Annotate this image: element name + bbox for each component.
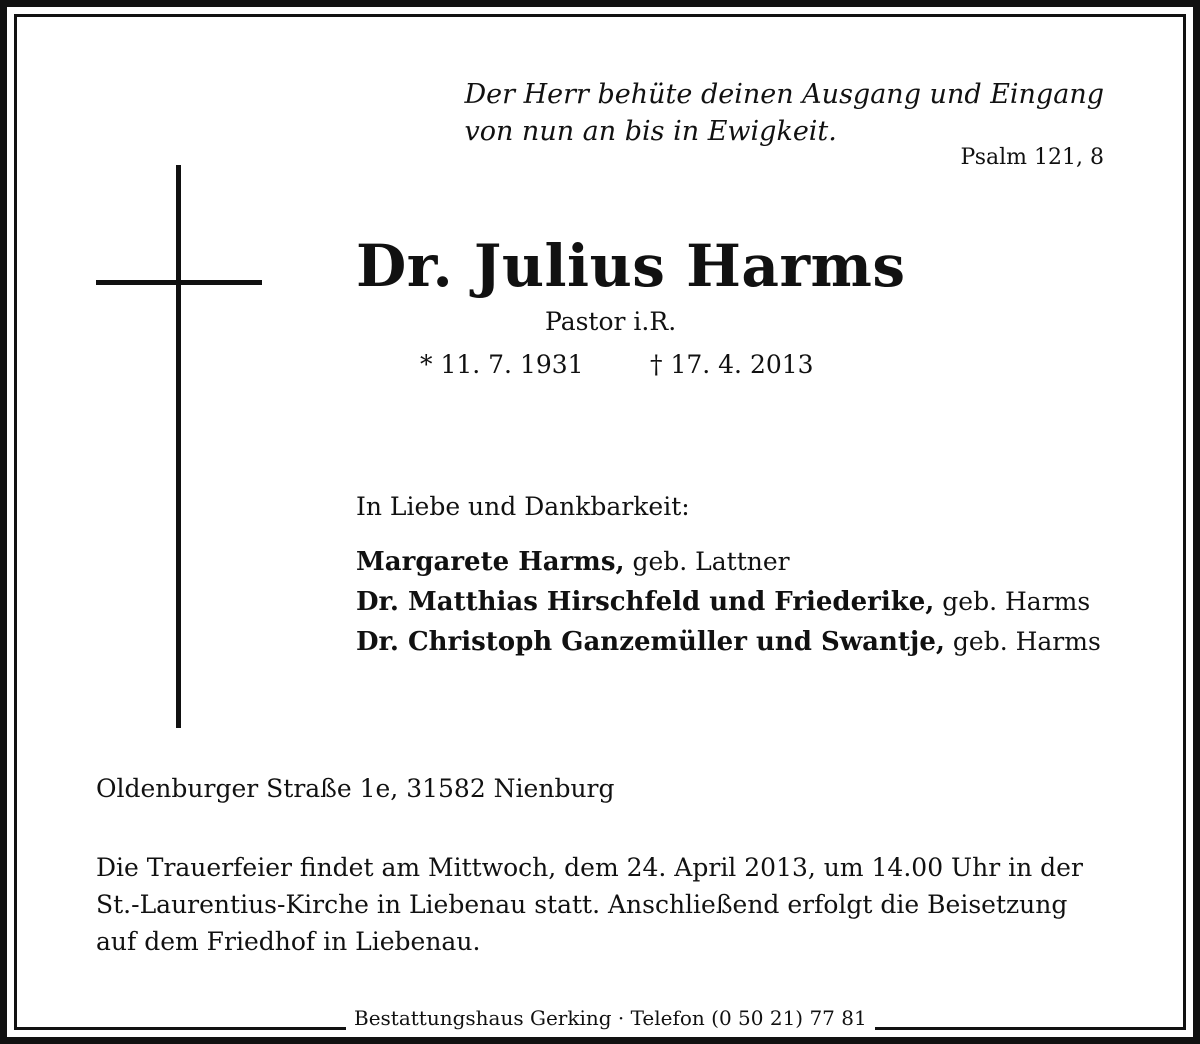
mourner-name: Margarete Harms, [356,547,625,577]
death-date: † 17. 4. 2013 [650,350,814,379]
mourner-name: Dr. Matthias Hirschfeld und Friederike, [356,587,935,617]
mourner-note: geb. Harms [952,627,1101,656]
ceremony-line-2: St.-Laurentius-Kirche in Liebenau statt. Anschließend erfolgt die Beisetzung [96,890,1068,919]
deceased-title: Pastor i.R. [545,307,677,336]
ceremony-line-1: Die Trauerfeier findet am Mittwoch, dem 24. April 2013, um 14.00 Uhr in der [96,853,1083,882]
mourner-item [356,542,1101,582]
birth-date: * 11. 7. 1931 [420,350,584,379]
mourner-note: geb. Harms [942,587,1091,616]
mourner-item [356,622,1101,662]
verse-line-2: von nun an bis in Ewigkeit. [464,116,837,147]
mourner-item [356,582,1101,622]
deceased-name: Dr. Julius Harms [356,232,906,300]
ceremony-notice [96,849,1106,960]
mourner-note: geb. Lattner [632,547,790,576]
ceremony-line-3: auf dem Friedhof in Liebenau. [96,927,481,956]
funeral-home-footer: Bestattungshaus Gerking · Telefon (0 50 21) 77 81 [346,1004,875,1032]
cross-icon-bar [96,280,262,285]
mourners-intro: In Liebe und Dankbarkeit: [356,492,690,521]
verse-reference: Psalm 121, 8 [960,145,1104,170]
cross-icon [176,165,181,728]
family-address: Oldenburger Straße 1e, 31582 Nienburg [96,774,615,803]
verse-line-1: Der Herr behüte deinen Ausgang und Eingang [464,79,1104,110]
bible-verse [464,76,1104,150]
mourners-list [356,542,1101,662]
mourner-name: Dr. Christoph Ganzemüller und Swantje, [356,627,945,657]
